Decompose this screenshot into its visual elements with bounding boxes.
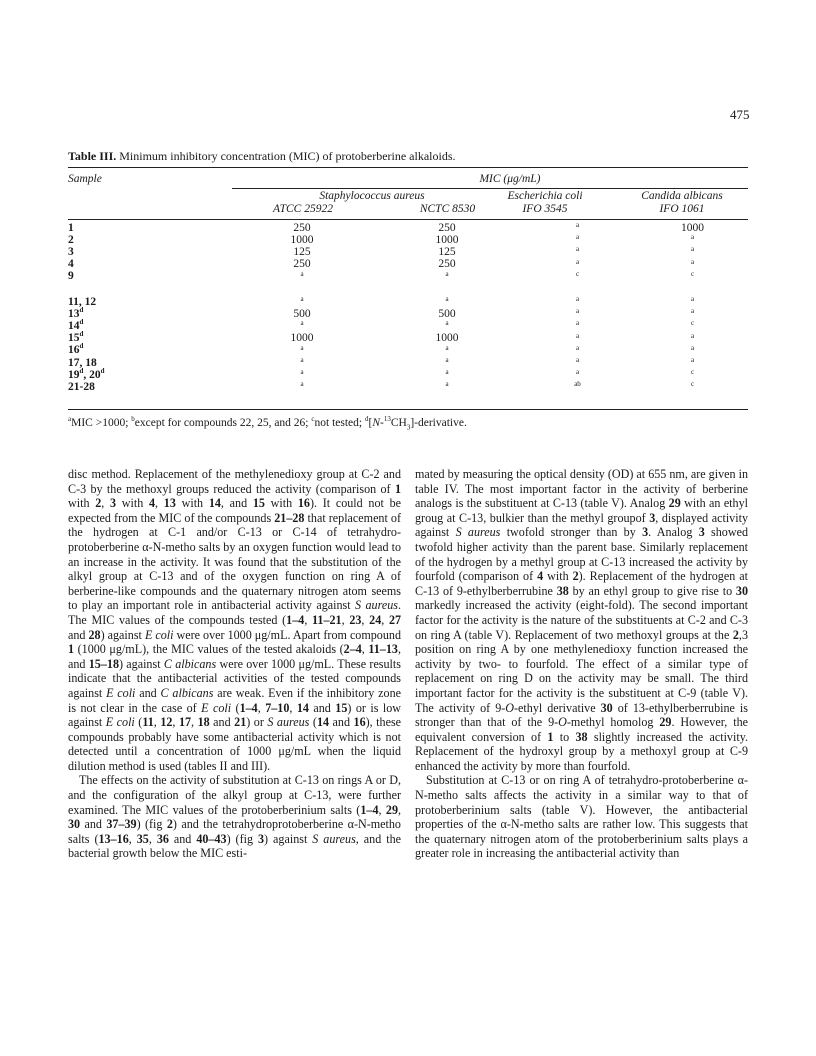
footnote-marker: a [445,269,449,278]
mic-ecoli [518,320,637,332]
footnote-marker: a [690,331,695,340]
mic-candida [637,381,748,393]
footnote-marker: a [300,356,304,365]
mic-staph-atcc: 250 [293,221,311,234]
footnote-marker: a [575,307,580,316]
sample-id: 4 [68,258,74,271]
footnote-marker: a [445,356,449,365]
mic-ecoli [518,259,637,271]
table-row [68,222,748,234]
table-row [68,259,748,271]
mic-ecoli [518,381,637,393]
footnote-text: CH [390,417,407,429]
footnote-marker: a [445,295,449,304]
left-paragraph-2: The effects on the activity of substitution at C-13 on rings A or D, and the configuration of the alkyl group at C-13, were further examined. The MIC values of the protoberberinium salts (1–4, 29, 30 and 37–39) (fig 2) and the tetrahydroprotoberberine α-N-metho salts (13–16, 35, 36 and 40–43) (fig 3) against S aureus, and the bacterial growth below the MIC esti- [68,773,402,861]
table-gap-cell [68,283,748,296]
table-row [68,308,748,320]
page-number: 475 [730,107,750,122]
footnote-sub: 3 [406,423,411,432]
footnote-marker: a [575,295,580,304]
table-row [68,246,748,258]
footnote-marker: a [445,343,449,352]
sample-cell [68,246,228,258]
footnote-marker: a [575,233,580,242]
sample-cell [68,296,228,308]
footnote-sup: d [364,415,369,424]
mic-staph-nctc [376,271,518,283]
table-header-rule [68,219,748,220]
footnote-marker: a [575,245,580,254]
table-caption-label: Table III. [68,149,117,163]
mic-staph-nctc: 125 [438,245,456,258]
mic-staph-atcc: 1000 [290,332,314,345]
sample-id: 14 [68,319,80,332]
sample-cell [68,320,228,332]
table-caption [68,149,456,164]
footnote-sup: c [311,415,315,424]
sample-id: 9 [68,270,74,283]
table-row [68,320,748,332]
footnote-sup: 13 [383,415,391,424]
sample-cell [68,330,228,345]
sample-cell [68,342,228,357]
sample-cell [68,234,228,246]
sample-id: 2 [68,233,74,246]
mic-staph-nctc: 250 [438,221,456,234]
body-left-column [68,467,401,861]
sample-cell [68,305,228,320]
header-strain-atcc: ATCC 25922 [273,203,333,215]
mic-candida [637,320,748,332]
mic-candida [637,271,748,283]
sample-cell [68,357,228,369]
footnote-marker: a [300,368,304,377]
mic-staph-atcc: 250 [293,258,311,271]
mic-staph-atcc: 1000 [290,233,314,246]
sample-cell [68,366,228,381]
mic-staph-atcc: 500 [293,307,311,320]
footnote-text: [N- [368,417,384,429]
table-row [68,333,748,345]
mic-staph-nctc: 1000 [435,233,459,246]
footnote-marker: a [300,295,304,304]
header-strain-nctc: NCTC 8530 [419,203,476,215]
mic-staph-atcc [228,296,376,308]
footnote-marker: a [575,257,580,266]
sample-id: 15 [68,332,80,345]
footnote-marker: a [575,331,580,340]
sample-cell [68,381,228,393]
sample-superscript: d [79,366,84,375]
footnote-marker: a [445,380,449,389]
footnote-marker: a [575,356,580,365]
footnote-marker: a [445,368,449,377]
table-bottom-rule [68,409,748,410]
body-right-column [415,467,748,861]
footnote-marker: ab [574,380,581,389]
table-gap-row [68,283,748,296]
sample-id: 11, 12 [68,295,97,308]
table-top-rule [68,167,748,168]
sample-id: 16 [68,344,80,357]
sample-id: 19 [68,368,80,381]
table-row [68,381,748,393]
sample-id: 13 [68,307,80,320]
mic-staph-nctc: 1000 [435,332,459,345]
header-mic: MIC (μg/mL) [479,173,541,185]
table-footnote [68,417,467,431]
mic-staph-nctc: 500 [438,307,456,320]
table-row [68,271,748,283]
footnote-marker: a [300,269,304,278]
footnote-marker: a [690,295,695,304]
footnote-marker: a [690,356,695,365]
mic-candida: 1000 [681,221,704,234]
header-strain-ifo3545: IFO 3545 [522,203,568,215]
header-mic-rule [232,188,748,189]
sample-superscript: d [100,366,105,375]
sample-id: 3 [68,245,74,258]
header-organism-candida: Candida albicans [641,190,723,202]
footnote-text: ]-derivative. [410,417,467,429]
sample-id: 17, 18 [68,356,97,369]
footnote-marker: a [575,343,580,352]
footnote-marker: c [690,319,695,328]
sample-superscript: d [79,318,84,327]
mic-ecoli [518,271,637,283]
mic-table [68,222,748,394]
table-row [68,234,748,246]
header-organism-ecoli: Escherichia coli [507,190,583,202]
footnote-marker: a [300,380,304,389]
mic-ecoli [518,246,637,258]
mic-ecoli [518,333,637,345]
mic-candida [637,246,748,258]
sample-cell [68,271,228,283]
table-row [68,345,748,357]
header-sample: Sample [68,173,102,185]
footnote-marker: a [445,319,449,328]
sample-id: 1 [68,221,74,234]
sample-superscript: d [79,305,84,314]
footnote-marker: a [575,368,580,377]
mic-staph-atcc [228,320,376,332]
sample-superscript: d [79,330,84,339]
footnote-marker: c [690,380,695,389]
sample-superscript: d [79,342,84,351]
table-caption-text: Minimum inhibitory concentration (MIC) of protoberberine alkaloids. [116,149,456,163]
mic-candida [637,259,748,271]
footnote-marker: a [575,221,580,229]
right-paragraph-2: Substitution at C-13 or on ring A of tetrahydro-protoberberine α-N-metho salts affects the activity in a similar way to that of protoberberinium salts (table V). However, the antibacterial properties of the α-N-metho salts are rather low. This suggests that the quaternary nitrogen atom of the protoberberinium salts plays a greater role in increasing the antibacterial activity than [415,773,748,861]
footnote-marker: a [300,319,304,328]
footnote-text: not tested; [314,417,365,429]
table-row [68,357,748,369]
footnote-sup: a [68,415,72,424]
sample-id: 21-28 [68,380,95,393]
mic-staph-atcc: 125 [293,245,311,258]
mic-staph-nctc [376,381,518,393]
header-organism-staph: Staphylococcus aureus [319,190,425,202]
table-row [68,369,748,381]
footnote-marker: a [575,319,580,328]
mic-staph-atcc [228,271,376,283]
footnote-text: except for compounds 22, 25, and 26; [134,417,312,429]
sample-cell [68,222,228,234]
right-paragraph-1: mated by measuring the optical density (OD) at 655 nm, are given in table IV. The most important factor in the activity of berberine analogs is the substituent at C-13 (table V). Analog 29 with an ethyl groug at C-13, bulkier than the methyl groupof 3, displayed activity against S aureus twofold stronger than by 3. Analog 3 showed twofold higher activity than the parent base. Similarly replacement of the hydrogen by a methyl group at C-13 increased the activity by fourfold (comparison of 4 with 2). Replacement of the hydrogen at C-13 of 9-ethylberberrubine 38 by an ethyl group to give rise to 30 markedly increased the activity (eight-fold). The second important factor for the activity is the nature of the substituents at C-2 and C-3 on ring A (table V). Replacement of two methoxyl groups at the 2,3 position on ring A by one methylenedioxy function increased the activity by two- to fourfold. The effect of a similar type of replacement on ring D on the activity may be small. The third important factor for the activity is the substituent at C-9 (table V). The activity of 9-O-ethyl derivative 30 of 13-ethylberberrubine is stronger than that of the 9-O-methyl homolog 29. However, the equivalent conversion of 1 to 38 slightly increased the activity. Replacement of the hydroxyl group by a methoxyl group at C-9 enhanced the activity by more than fourfold. [415,467,749,773]
footnote-marker: c [690,269,695,278]
sample-id-second: , 20 [83,368,101,381]
header-strain-ifo1061: IFO 1061 [659,203,705,215]
footnote-sup: b [131,415,135,424]
footnote-marker: a [300,343,304,352]
footnote-marker: c [575,269,580,278]
mic-candida [637,333,748,345]
mic-staph-nctc [376,320,518,332]
left-paragraph-1: disc method. Replacement of the methylenedioxy group at C-2 and C-3 by the methoxyl groups reduced the activity (comparison of 1 with 2, 3 with 4, 13 with 14, and 15 with 16). It could not be expected from the MIC of the compounds 21–28 that replacement of the hydrogen at C-1 and/or C-13 or C-14 of tetrahydro-protoberberine α-N-metho salts by an oxygen function would lead to an increase in the activity. It was found that the substitution of the alkyl group at C-13 and of the oxygen function on ring A of berberine-like compounds and the quaternary nitrogen atom seems to play an important role in antibacterial activity against S aureus. The MIC values of the compounds tested (1–4, 11–21, 23, 24, 27 and 28) against E coli were over 1000 μg/mL. Apart from compound 1 (1000 μg/mL), the MIC values of the tested akaloids (2–4, 11–13, and 15–18) against C albicans were over 1000 μg/mL. These results indicate that the antibacterial activities of the tested compounds against E coli and C albicans are weak. Even if the inhibitory zone is not clear in the case of E coli (1–4, 7–10, 14 and 15) or is low against E coli (11, 12, 17, 18 and 21) or S aureus (14 and 16), these compounds probably have some antibacterial activity which is not detected until a concentration of 1000 μg/mL when the liquid dilution method is used (tables II and III). [68,467,402,773]
mic-staph-nctc: 250 [438,258,456,271]
footnote-marker: c [690,368,695,377]
mic-staph-nctc [376,296,518,308]
sample-cell [68,259,228,271]
footnote-text: MIC >1000; [71,417,132,429]
table-row [68,296,748,308]
footnote-marker: a [690,343,695,352]
footnote-marker: a [690,257,695,266]
footnote-marker: a [690,233,695,242]
footnote-marker: a [690,245,695,254]
mic-staph-atcc [228,381,376,393]
footnote-marker: a [690,307,695,316]
